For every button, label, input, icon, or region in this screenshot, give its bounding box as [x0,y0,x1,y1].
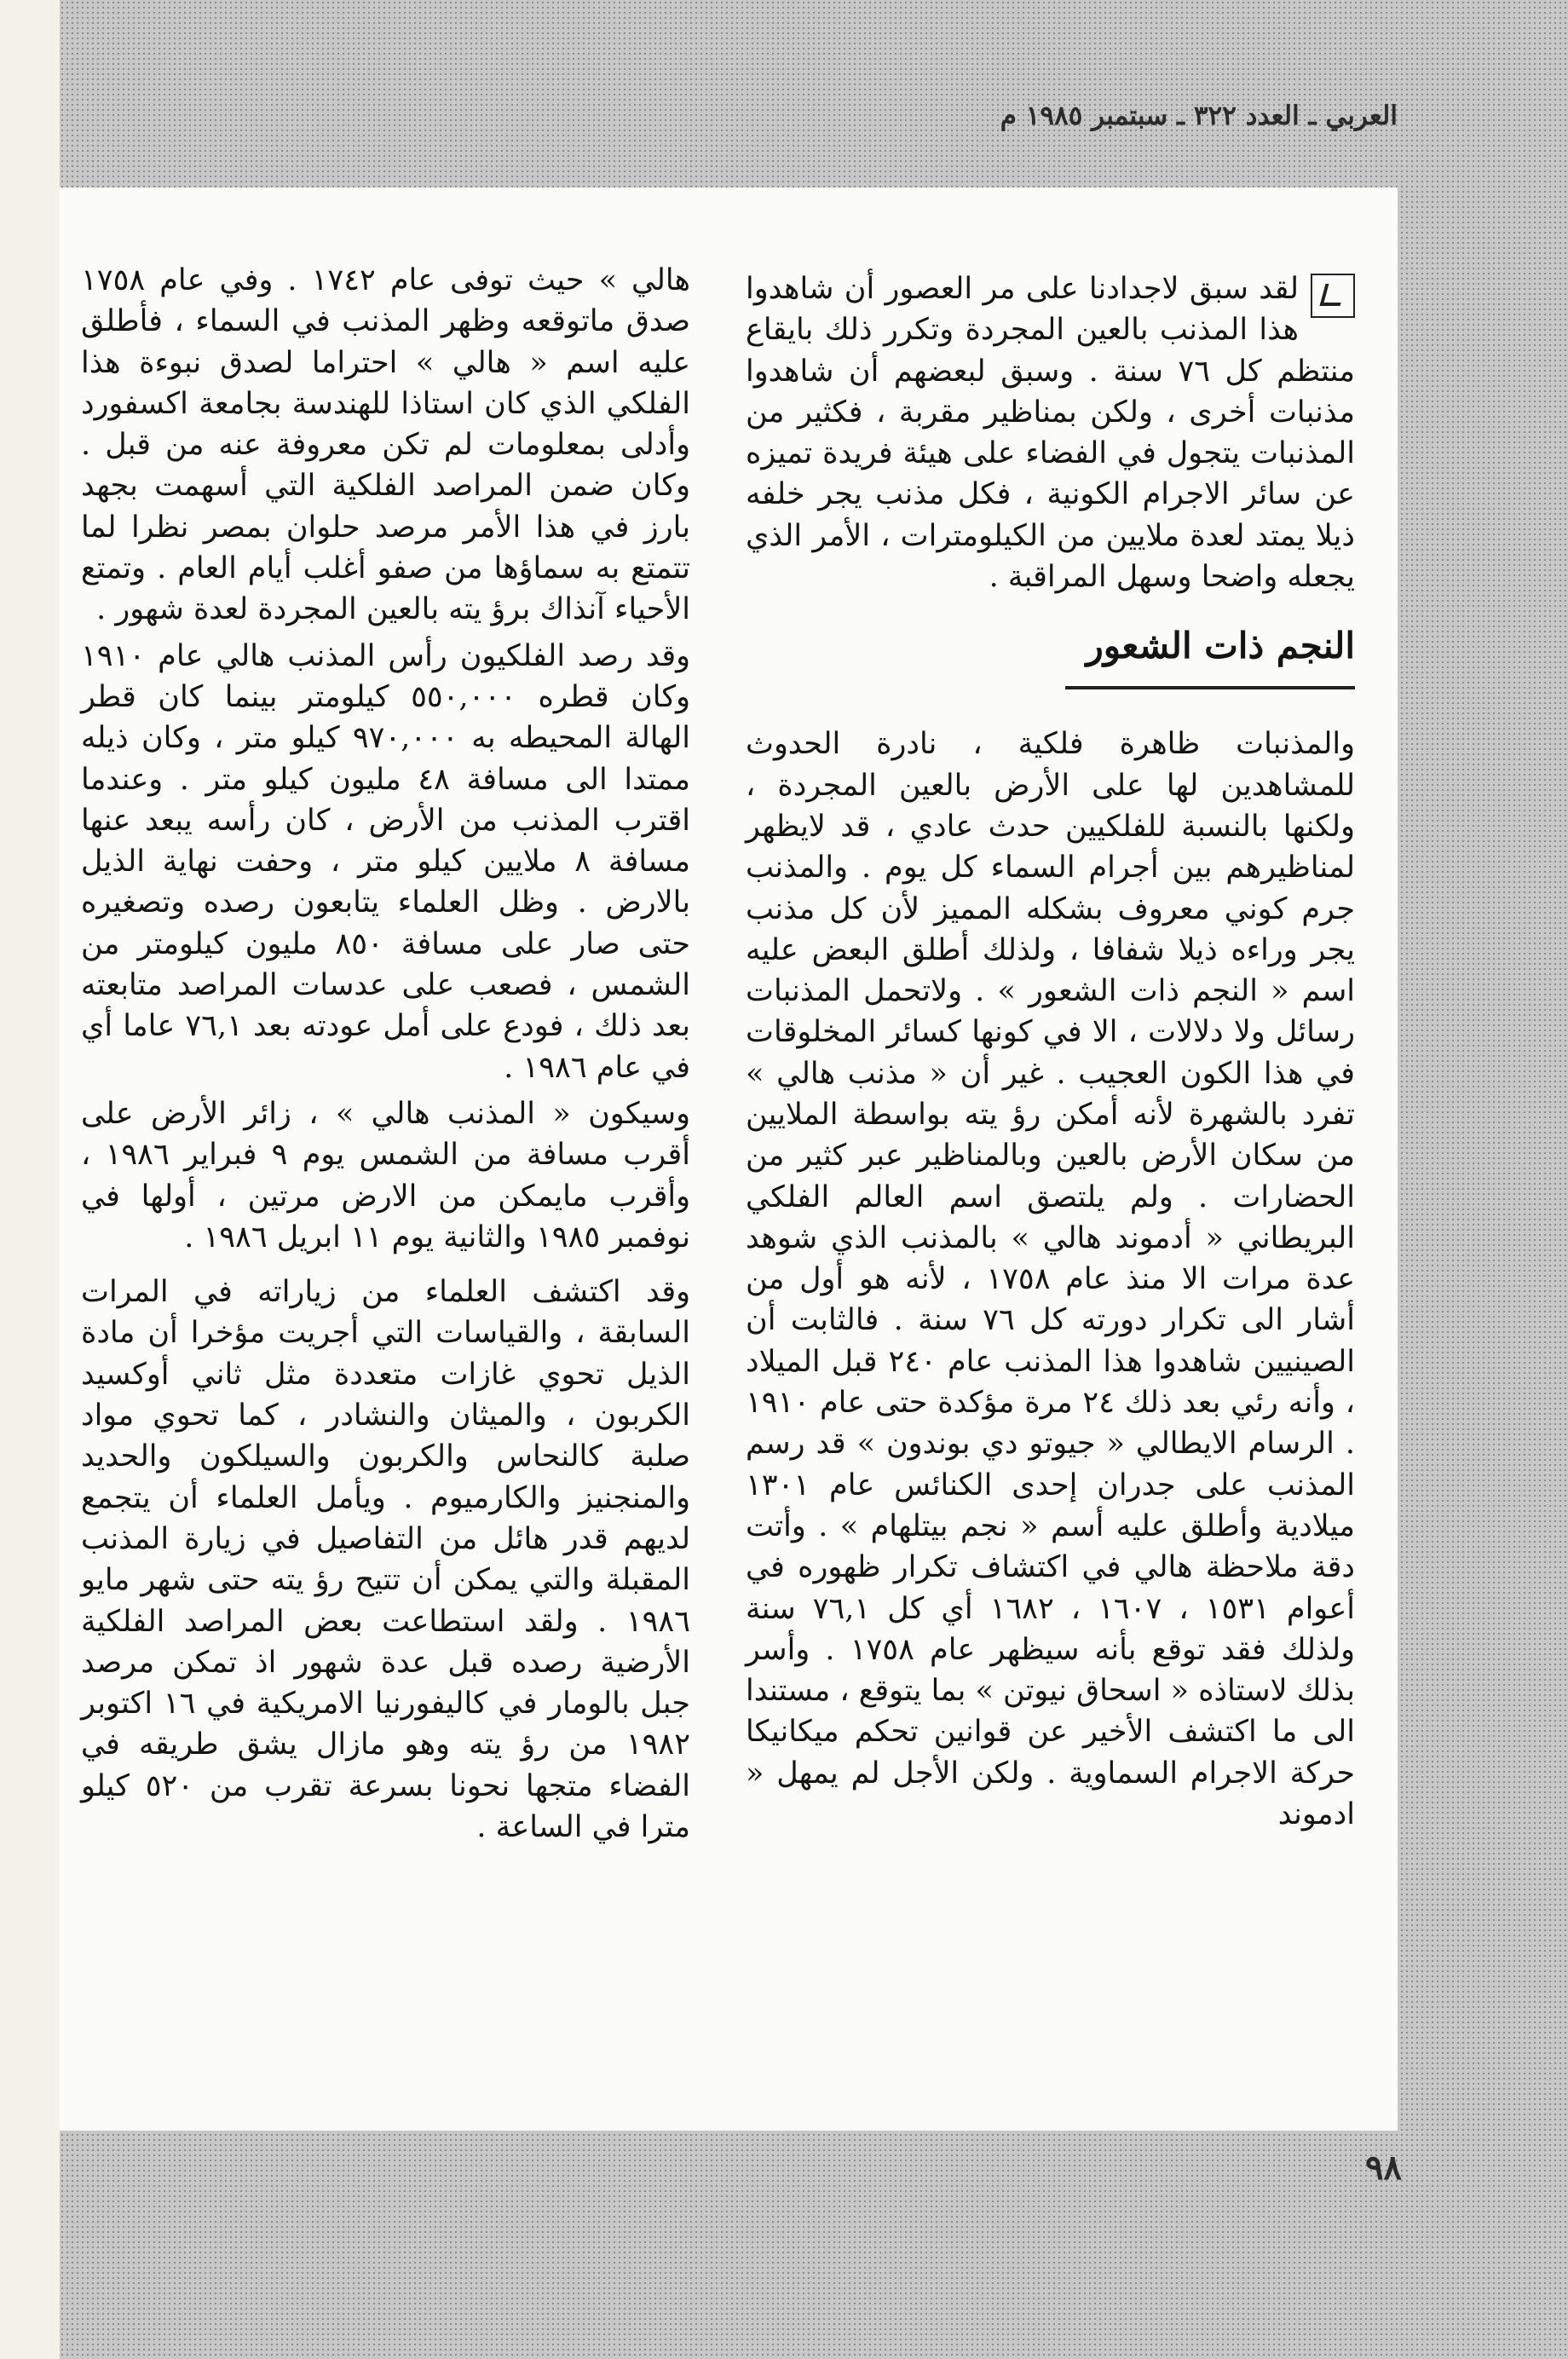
running-head: العربي ـ العدد ٣٢٢ ـ سبتمبر ١٩٨٥ م [1000,101,1398,131]
paragraph-2: وقد رصد الفلكيون رأس المذنب هالي عام ١٩١٠ وكان قطره ٥٥٠,٠٠٠ كيلومتر بينما كان قطر الهالة المحيطه به ٩٧٠,٠٠٠ كيلو متر ، وكان ذيله ممتدا الى مسافة ٤٨ مليون كيلو متر . وعندما اقترب المذنب من الأرض ، كان رأسه يبعد عنها مسافة ٨ ملايين كيلو متر ، وحفت نهاية الذيل بالارض . وظل العلماء يتابعون رصده وتصغيره حتى صار على مسافة ٨٥٠ مليون كيلومتر من الشمس ، فصعب على عدسات المراصد متابعته بعد ذلك ، فودع على أمل عودته بعد ٧٦,١ عاما أي في عام ١٩٨٦ . [81,638,691,1085]
paragraph-4: وقد اكتشف العلماء من زياراته في المرات السابقة ، والقياسات التي أجريت مؤخرا أن مادة الذيل تحوي غازات متعددة مثل ثاني أوكسيد الكربون ، والميثان والنشادر ، كما تحوي مواد صلبة كالنحاس والكربون والسيلكون والحديد والمنجنيز والكارميوم . ويأمل العلماء أن يتجمع لديهم قدر هائل من التفاصيل في زيارة المذنب المقبلة والتي يمكن أن تتيح رؤ يته حتى شهر مايو ١٩٨٦ . ولقد استطاعت بعض المراصد الفلكية الأرضية رصده قبل عدة شهور اذ تمكن مرصد جبل بالومار في كاليفورنيا الامريكية في ١٦ اكتوبر ١٩٨٢ من رؤ يته وهو مازال يشق طريقه في الفضاء متجها نحونا بسرعة تقرب من ٥٢٠ كيلو مترا في الساعة . [81,1275,690,1844]
comet-logo-icon [1311,274,1355,318]
section-heading: النجم ذات الشعور [1065,621,1355,689]
left-column [81,260,690,1853]
intro-paragraph [746,268,1355,597]
paragraph-3: وسيكون « المذنب هالي » ، زائر الأرض على أقرب مسافة من الشمس يوم ٩ فبراير ١٩٨٦ ، وأقرب مايمكن من الارض مرتين ، أولها في نوفمبر ١٩٨٥ والثانية يوم ١١ ابريل ١٩٨٦ . [81,1096,690,1254]
body-paragraph: والمذنبات ظاهرة فلكية ، نادرة الحدوث للمشاهدين لها على الأرض بالعين المجردة ، ولكنها بالنسبة للفلكيين حدث عادي ، قد لايظهر لمناظيرهم بين أجرام السماء كل يوم . والمذنب جرم كوني معروف بشكله المميز لأن كل مذنب يجر وراءه ذيلا شفافا ، ولذلك أطلق البعض عليه اسم « النجم ذات الشعور » . ولاتحمل المذنبات رسائل ولا دلالات ، الا في كونها كسائر المخلوقات في هذا الكون العجيب . غير أن « مذنب هالي » تفرد بالشهرة لأنه أمكن رؤ يته بواسطة الملايين من سكان الأرض بالعين وبالمناظير عبر كثير من الحضارات . ولم يلتصق اسم العالم الفلكي البريطاني « أدموند هالي » بالمذنب الذي شوهد عدة مرات الا منذ عام ١٧٥٨ ، لأنه هو أول من أشار الى تكرار دورته كل ٧٦ سنة . فالثابت أن الصينيين شاهدوا هذا المذنب عام ٢٤٠ قبل الميلاد ، وأنه رئي بعد ذلك ٢٤ مرة مؤكدة حتى عام ١٩١٠ . الرسام الايطالي « جيوتو دي بوندون » قد رسم المذنب على جدران إحدى الكنائس عام ١٣٠١ ميلادية وأطلق عليه أسم « نجم بيتلهام » . وأتت دقة ملاحظة هالي في اكتشاف تكرار ظهوره في أعوام ١٥٣١ ، ١٦٠٧ ، ١٦٨٢ أي كل ٧٦,١ سنة ولذلك فقد توقع بأنه سيظهر عام ١٧٥٨ . وأسر بذلك لاستاذه « اسحاق نيوتن » بما يتوقع ، مستندا الى ما اكتشف الأخير عن قوانين تحكم ميكانيكا حركة الاجرام السماوية . ولكن الأجل لم يمهل « ادموند [746,727,1356,1832]
paragraph-gap [81,1263,690,1272]
intro-text: لقد سبق لاجدادنا على مر العصور أن شاهدوا هذا المذنب بالعين المجردة وتكرر ذلك بايقاع منتظم كل ٧٦ سنة . وسبق لبعضهم أن شاهدوا مذنبات أخرى ، ولكن بمناظير مقربة ، فكثير من المذنبات يتجول في الفضاء على هيئة فريدة تميزه عن سائر الاجرام الكونية ، فكل مذنب يجر خلفه ذيلا يمتد لعدة ملايين من الكيلومترات ، الأمر الذي يجعله واضحا وسهل المراقبة . [746,272,1355,595]
paragraph-1: هالي » حيث توفى عام ١٧٤٢ . وفي عام ١٧٥٨ صدق ماتوقعه وظهر المذنب في السماء ، فأطلق عليه اسم « هالي » احتراما لصدق نبوءة هذا الفلكي الذي كان استاذا للهندسة بجامعة اكسفورد وأدلى بمعلومات لم تكن معروفة عنه من قبل . وكان ضمن المراصد الفلكية التي أسهمت بجهد بارز في هذا الأمر مرصد حلوان بمصر نظرا لما تتمتع به سماؤها من صفو أغلب أيام العام . وتمتع الأحياء آنذاك برؤ يته بالعين المجردة لعدة شهور . [81,263,690,627]
page-number: ٩٨ [1365,2148,1402,2188]
right-column [746,268,1355,1840]
